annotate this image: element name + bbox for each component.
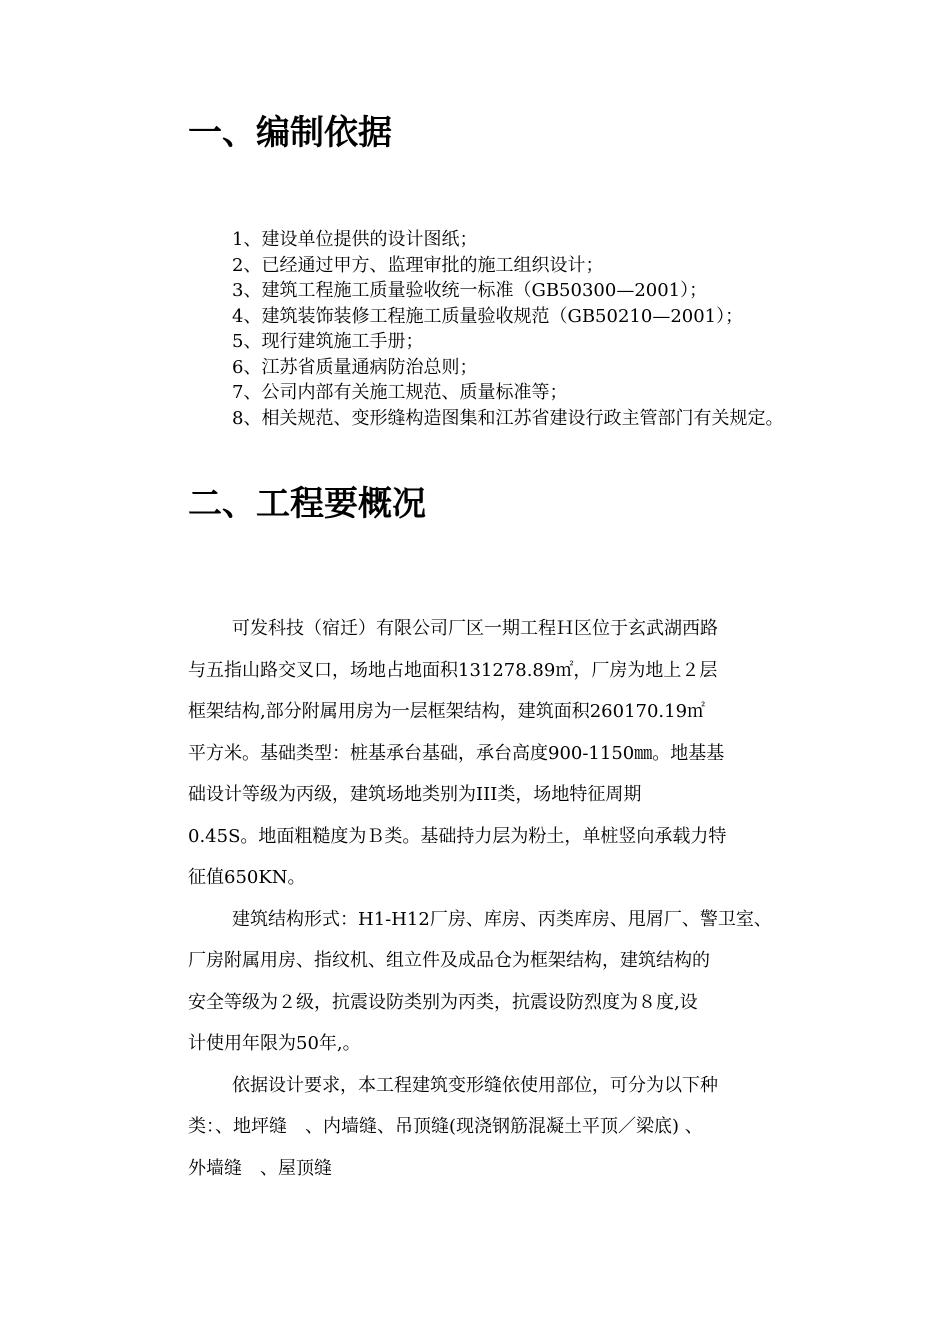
basis-list [188,227,828,431]
text-line: 厂房附属用房、指纹机、组立件及成品仓为框架结构，建筑结构的 [188,950,710,971]
text-line: 与五指山路交叉口，场地占地面积131278.89㎡，厂房为地上２层 [188,659,718,681]
text-line: 框架结构,部分附属用房为一层框架结构，建筑面积260170.19㎡ [188,701,706,722]
section-heading-compilation-basis: 一、编制依据 [188,113,392,153]
list-item: 3、建筑工程施工质量验收统一标准（GB50300—2001）； [232,280,708,301]
text-line: 建筑结构形式：H1-H12厂房、库房、丙类库房、甩屑厂、警卫室、 [232,908,772,930]
text-line: 可发科技（宿迁）有限公司厂区一期工程Ｈ区位于玄武湖西路 [232,618,718,639]
list-item: 6、江苏省质量通病防治总则； [232,356,478,378]
text-line: 征值650KN。 [188,867,306,888]
paragraph-site-and-foundation [188,608,828,899]
list-item: 8、相关规范、变形缝构造图集和江苏省建设行政主管部门有关规定。 [232,407,784,429]
section-heading-project-overview: 二、工程要概况 [188,484,426,524]
text-line: 0.45S。地面粗糙度为Ｂ类。基础持力层为粉土，单桩竖向承载力特 [188,825,727,847]
list-item: 2、已经通过甲方、监理审批的施工组织设计； [232,254,604,276]
text-line: 外墙缝 、屋顶缝 [188,1157,332,1179]
overview-body [188,608,828,1189]
text-line: 平方米。基础类型：桩基承台基础，承台高度900-1150㎜。地基基 [188,742,725,764]
text-line: 类：、地坪缝 、内墙缝、吊顶缝(现浇钢筋混凝土平顶／梁底) 、 [188,1116,703,1137]
text-line: 安全等级为２级，抗震设防类别为丙类，抗震设防烈度为８度,设 [188,991,698,1013]
list-item: 4、建筑装饰装修工程施工质量验收规范（GB50210—2001）； [232,305,744,327]
text-line: 依据设计要求，本工程建筑变形缝依使用部位，可分为以下种 [232,1074,718,1096]
list-item: 1、建设单位提供的设计图纸； [232,229,478,250]
paragraph-structure-form [188,899,828,1065]
text-line: 计使用年限为50年,。 [188,1033,361,1054]
list-item: 7、公司内部有关施工规范、质量标准等； [232,382,568,403]
text-line: 础设计等级为丙级，建筑场地类别为III类，场地特征周期 [188,784,642,805]
list-item: 5、现行建筑施工手册； [232,331,424,352]
paragraph-deformation-joints [188,1065,828,1190]
